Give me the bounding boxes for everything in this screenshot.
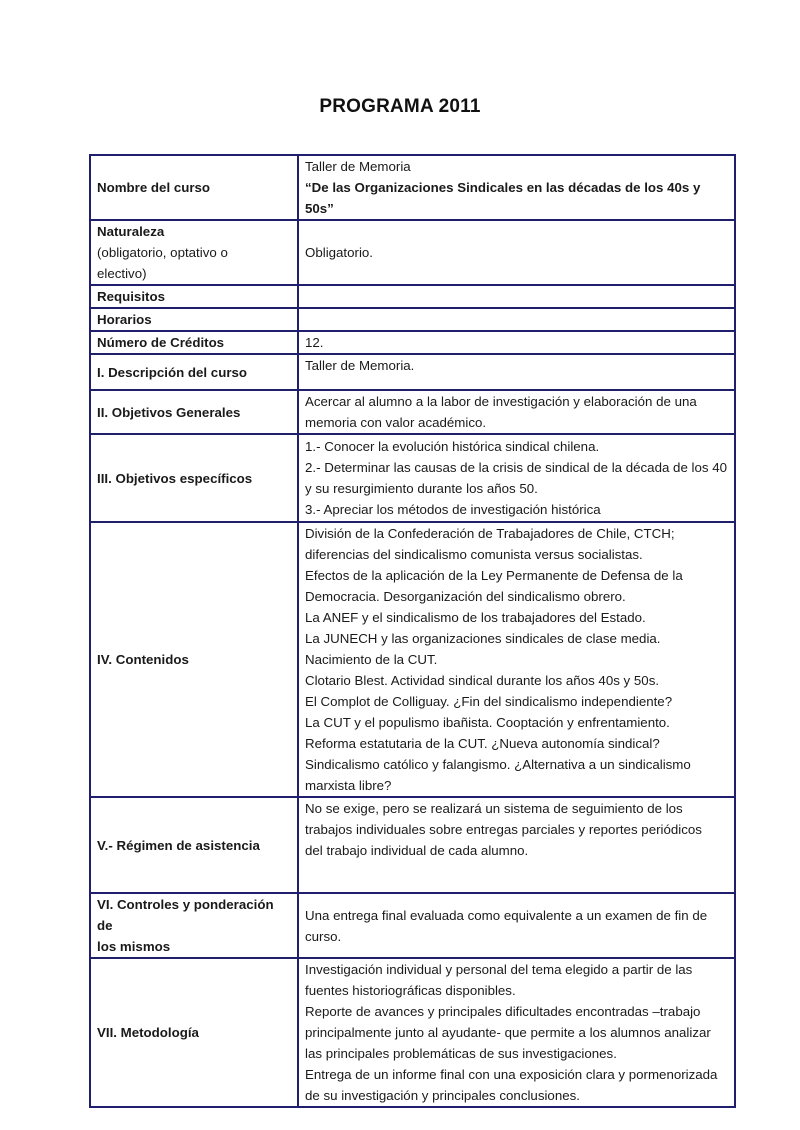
value-line: Acercar al alumno a la labor de investigación y elaboración de una — [305, 394, 697, 409]
row-label: Número de Créditos — [90, 331, 298, 354]
table-row-requirements — [90, 285, 735, 308]
value-line: diferencias del sindicalismo comunista versus socialistas. — [305, 547, 643, 562]
value-line: Entrega de un informe final con una exposición clara y pormenorizada — [305, 1067, 718, 1082]
row-label: II. Objetivos Generales — [90, 390, 298, 434]
value-line: Reforma estatutaria de la CUT. ¿Nueva autonomía sindical? — [305, 736, 660, 751]
row-label — [90, 220, 298, 285]
value-line: Nacimiento de la CUT. — [305, 652, 438, 667]
table-row-description — [90, 354, 735, 390]
row-value: Obligatorio. — [298, 220, 735, 285]
row-value — [298, 797, 735, 893]
row-value — [298, 893, 735, 958]
table-row-credits — [90, 331, 735, 354]
value-line: 3.- Apreciar los métodos de investigación histórica — [305, 502, 601, 517]
value-line: y su resurgimiento durante los años 50. — [305, 481, 538, 496]
row-label: IV. Contenidos — [90, 522, 298, 797]
row-value: 12. — [298, 331, 735, 354]
value-line: principalmente junto al ayudante- que permite a los alumnos analizar — [305, 1025, 711, 1040]
table-row-schedule — [90, 308, 735, 331]
value-line: Clotario Blest. Actividad sindical durante los años 40s y 50s. — [305, 673, 660, 688]
row-label: Nombre del curso — [90, 155, 298, 220]
row-value — [298, 285, 735, 308]
course-title: “De las Organizaciones Sindicales en las décadas de los 40s y 50s” — [305, 180, 701, 216]
row-value — [298, 958, 735, 1107]
row-value — [298, 390, 735, 434]
course-type: Taller de Memoria — [305, 159, 411, 174]
row-label: Horarios — [90, 308, 298, 331]
value-line: fuentes historiográficas disponibles. — [305, 983, 516, 998]
value-line: No se exige, pero se realizará un sistema de seguimiento de los — [305, 801, 683, 816]
table-row-course-name — [90, 155, 735, 220]
value-line: Efectos de la aplicación de la Ley Permanente de Defensa de la — [305, 568, 683, 583]
value-line: División de la Confederación de Trabajadores de Chile, CTCH; — [305, 526, 675, 541]
row-label: I. Descripción del curso — [90, 354, 298, 390]
label-sub: (obligatorio, optativo o — [97, 245, 228, 260]
row-label: Requisitos — [90, 285, 298, 308]
value-line: El Complot de Colliguay. ¿Fin del sindicalismo independiente? — [305, 694, 673, 709]
row-value: Taller de Memoria. — [298, 354, 735, 390]
table-row-assessment — [90, 893, 735, 958]
table-row-contents — [90, 522, 735, 797]
value-line: las principales problemáticas de sus investigaciones. — [305, 1046, 617, 1061]
value-line: Sindicalismo católico y falangismo. ¿Alternativa a un sindicalismo — [305, 757, 691, 772]
value-line: 1.- Conocer la evolución histórica sindical chilena. — [305, 439, 600, 454]
row-value — [298, 522, 735, 797]
value-line: La ANEF y el sindicalismo de los trabajadores del Estado. — [305, 610, 646, 625]
value-line: Reporte de avances y principales dificultades encontradas –trabajo — [305, 1004, 701, 1019]
value-line: Investigación individual y personal del tema elegido a partir de las — [305, 962, 693, 977]
row-value — [298, 308, 735, 331]
table-row-nature — [90, 220, 735, 285]
value-line: de su investigación y principales conclusiones. — [305, 1088, 580, 1103]
value-line: La JUNECH y las organizaciones sindicales de clase media. — [305, 631, 661, 646]
label-main: Naturaleza — [97, 224, 165, 239]
row-value — [298, 434, 735, 522]
label-line: VI. Controles y ponderación de — [97, 897, 274, 933]
value-line: del trabajo individual de cada alumno. — [305, 843, 529, 858]
course-program-table — [89, 154, 736, 1108]
value-line: 2.- Determinar las causas de la crisis de sindical de la década de los 40 — [305, 460, 728, 475]
page-title: PROGRAMA 2011 — [319, 96, 481, 117]
row-label: V.- Régimen de asistencia — [90, 797, 298, 893]
label-sub: electivo) — [97, 266, 147, 281]
table-row-attendance — [90, 797, 735, 893]
table-row-general-objectives — [90, 390, 735, 434]
table-row-methodology — [90, 958, 735, 1107]
value-line: marxista libre? — [305, 778, 392, 793]
row-label: VII. Metodología — [90, 958, 298, 1107]
value-line: memoria con valor académico. — [305, 415, 487, 430]
label-line: los mismos — [97, 939, 171, 954]
row-label: III. Objetivos específicos — [90, 434, 298, 522]
row-label — [90, 893, 298, 958]
row-value — [298, 155, 735, 220]
table-row-specific-objectives — [90, 434, 735, 522]
value-line: Democracia. Desorganización del sindicalismo obrero. — [305, 589, 626, 604]
value-line: La CUT y el populismo ibañista. Cooptación y enfrentamiento. — [305, 715, 670, 730]
value-line: curso. — [305, 928, 342, 944]
value-line: trabajos individuales sobre entregas parciales y reportes periódicos — [305, 822, 702, 837]
value-line: Una entrega final evaluada como equivalente a un examen de fin de — [305, 907, 708, 923]
